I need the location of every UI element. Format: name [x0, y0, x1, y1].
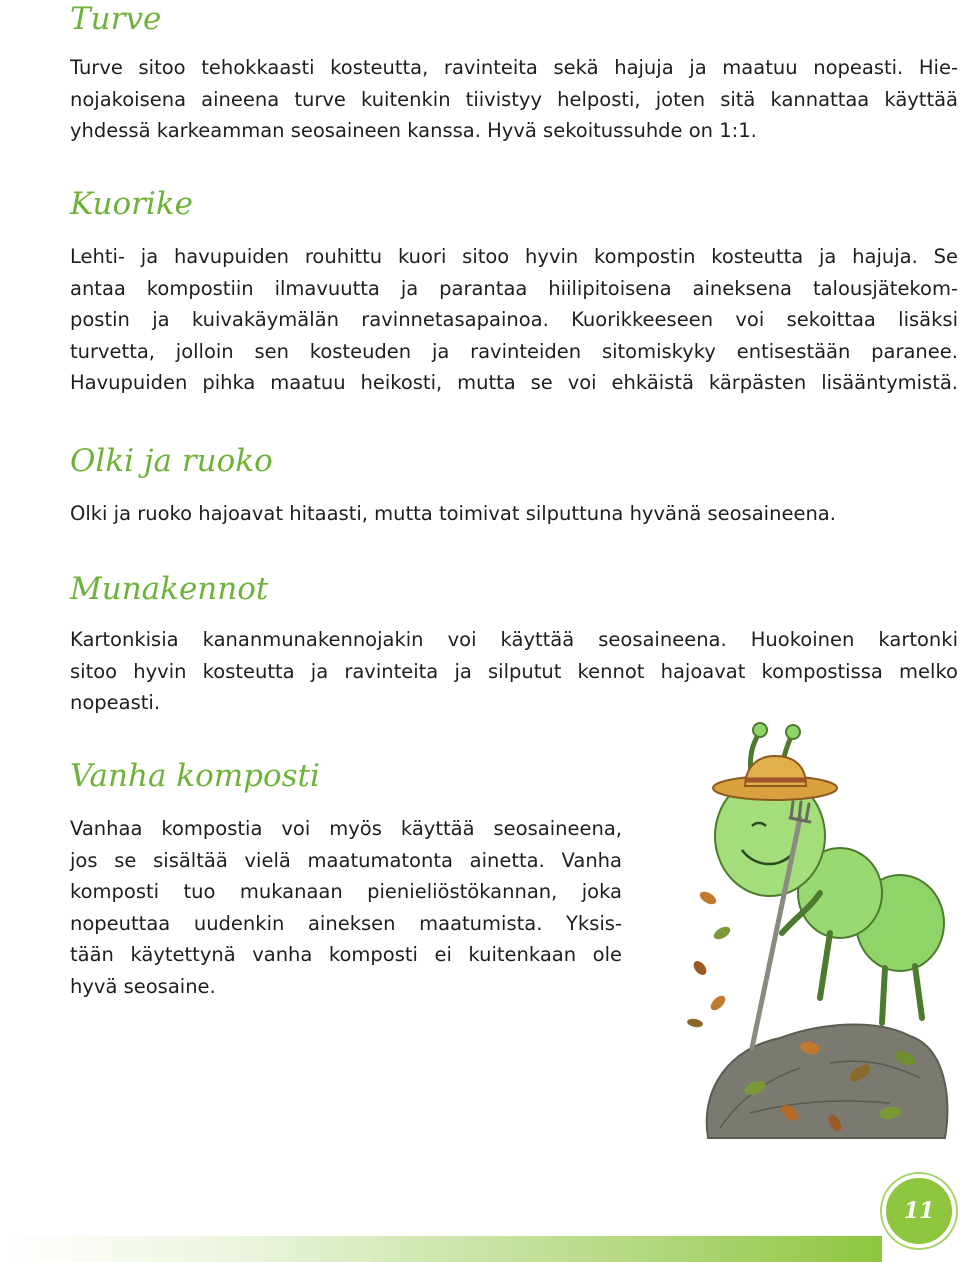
text-line: Kartonkisia kananmunakennojakin voi käyttää seosaineena. Huokoinen kartonki — [70, 628, 958, 651]
section-heading-munakennot: Munakennot — [70, 571, 269, 607]
text-line: nopeuttaa uudenkin aineksen maatumista. Yksis- — [70, 911, 622, 935]
section-text-kuorike — [70, 241, 958, 399]
section-text-olki-ja-ruoko — [70, 498, 958, 530]
text-line: sitoo hyvin kosteutta ja ravinteita ja silputut kennot hajoavat kompostissa melko — [70, 659, 958, 683]
text-line: Lehti- ja havupuiden rouhittu kuori sitoo hyvin kompostin kosteutta ja hajuja. Se — [70, 245, 958, 268]
section-heading-turve: Turve — [70, 1, 162, 37]
section-heading-kuorike: Kuorike — [70, 186, 193, 222]
text-line: hyvä seosaine. — [70, 974, 216, 998]
garden-worm-with-pitchfork-icon — [660, 718, 960, 1158]
text-line: Olki ja ruoko hajoavat hitaasti, mutta toimivat silputtuna hyvänä seosaineena. — [70, 502, 836, 525]
text-line: Turve sitoo tehokkaasti kosteutta, ravinteita sekä hajuja ja maatuu nopeasti. Hie- — [70, 56, 958, 79]
text-line: postin ja kuivakäymälän ravinnetasapainoa. Kuorikkeeseen voi sekoittaa lisäksi — [70, 308, 958, 331]
section-text-turve — [70, 52, 958, 147]
text-line: jos se sisältää vielä maatumatonta ainetta. Vanha — [70, 848, 622, 872]
section-heading-olki-ja-ruoko: Olki ja ruoko — [70, 443, 273, 479]
text-line: nopeasti. — [70, 691, 161, 714]
section-heading-vanha-komposti: Vanha komposti — [70, 758, 320, 794]
page-number: 11 — [903, 1198, 935, 1224]
page-number-badge — [882, 1174, 956, 1248]
section-text-munakennot — [70, 624, 958, 719]
text-line: turvetta, jolloin sen kosteuden ja ravinteiden sitomiskyky entisestään paranee. — [70, 339, 958, 363]
text-line: nojakoisena aineena turve kuitenkin tiivistyy helposti, joten sitä kannattaa käyttää — [70, 87, 958, 111]
text-line: Havupuiden pihka maatuu heikosti, mutta se voi ehkäistä kärpästen lisääntymistä. — [70, 371, 958, 394]
section-text-vanha-komposti — [70, 813, 622, 1002]
text-line: tään käytettynä vanha komposti ei kuitenkaan ole — [70, 943, 622, 966]
text-line: komposti tuo mukanaan pienieliöstökannan, joka — [70, 880, 622, 903]
text-line: antaa kompostiin ilmavuutta ja parantaa hiilipitoisena aineksena talousjätekom- — [70, 276, 958, 300]
text-line: Vanhaa kompostia voi myös käyttää seosaineena, — [70, 817, 622, 840]
footer-gradient-bar — [0, 1236, 882, 1262]
text-line: yhdessä karkeamman seosaineen kanssa. Hyvä sekoitussuhde on 1:1. — [70, 119, 757, 142]
